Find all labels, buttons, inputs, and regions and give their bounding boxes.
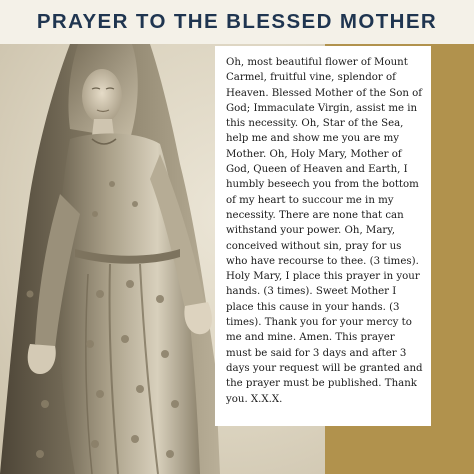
page-title: PRAYER TO THE BLESSED MOTHER <box>36 10 438 33</box>
prayer-text-box <box>215 46 431 426</box>
prayer-text: Oh, most beautiful flower of Mount Carmel, fruitful vine, splendor of Heaven. Blessed Mother of the Son of God; Immaculate Virgin, assist me in this necessity. Oh, Star of the Sea, help me and show me you are my Mother. Oh, Holy Mary, Mother of God, Queen of Heaven and Earth, I humbly beseech you from the bottom of my heart to succour me in my necessity. There are none that can withstand your power. Oh, Mary, conceived without sin, pray for us who have recourse to thee. (3 times). Holy Mary, I place this prayer in your hands. (3 times). Sweet Mother I place this cause in your hands. (3 times). Thank you for your mercy to me and mine. Amen. This prayer must be said for 3 days and after 3 days your request will be granted and the prayer must be published. Thank you. X.X.X. <box>226 57 423 405</box>
title-bar <box>0 0 474 44</box>
